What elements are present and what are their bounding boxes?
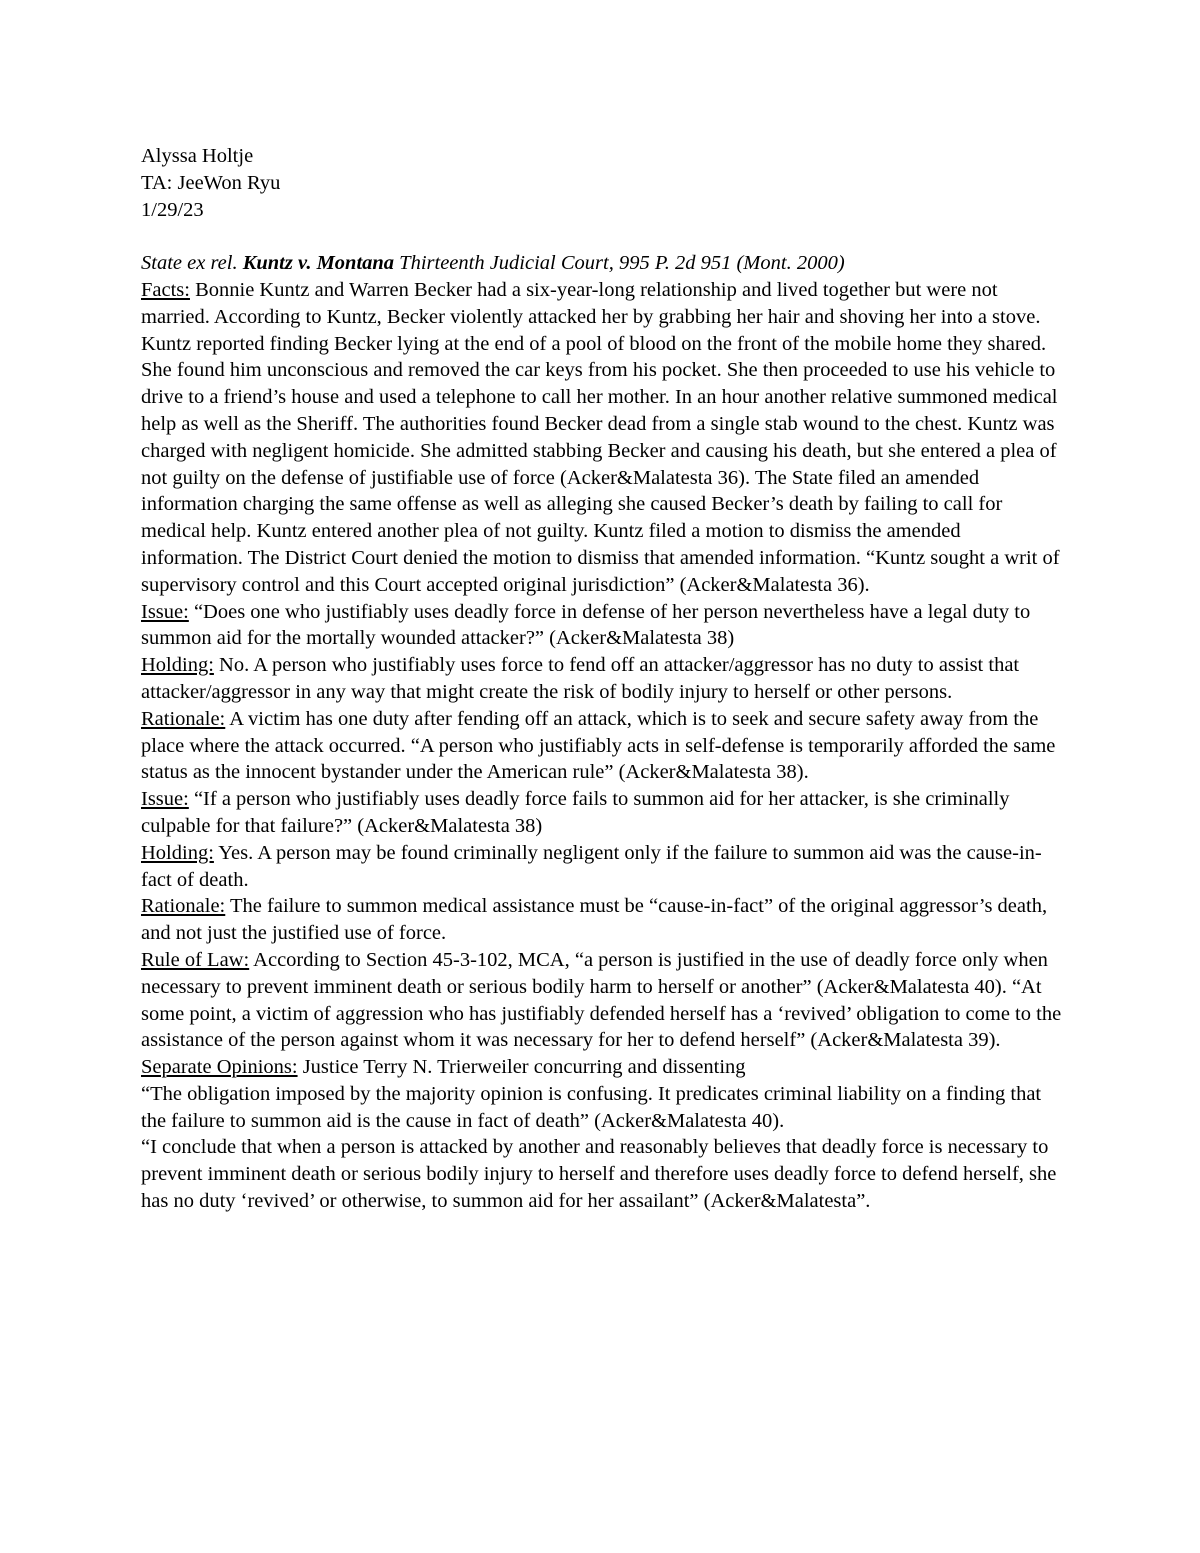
section-label: Rule of Law:: [141, 948, 250, 971]
section-text: “Does one who justifiably uses deadly force in defense of her person nevertheless have a legal duty to summon aid for the mortally wounded attacker?” (Acker&Malatesta 38): [141, 600, 1031, 650]
section-text: “If a person who justifiably uses deadly force fails to summon aid for her attacker, is she criminally culpable for that failure?” (Acker&Malatesta 38): [141, 788, 1010, 837]
case-name: Kuntz v. Montana: [242, 252, 395, 275]
ta-name: TA: JeeWon Ryu: [141, 171, 281, 194]
section-label: Issue:: [141, 788, 189, 811]
section-label: Rationale:: [141, 895, 226, 918]
blank-line: [141, 223, 1066, 250]
holding-2-section: [141, 840, 1066, 894]
issue-2-section: [141, 786, 1066, 840]
section-label: Rationale:: [141, 707, 226, 730]
section-label: Facts:: [141, 278, 190, 301]
section-text: Justice Terry N. Trierweiler concurring and dissenting: [297, 1056, 746, 1079]
section-text: Bonnie Kuntz and Warren Becker had a six-year-long relationship and lived together but were not married. According to Kuntz, Becker violently attacked her by grabbing her hair and shoving her into a stove. Kuntz reported finding Becker lying at the end of a pool of blood on the front of the mobile home they shared. She found him unconscious and removed the car keys from his pocket. She then proceeded to use his vehicle to drive to a friend’s house and used a telephone to call her mother. In an hour another relative summoned medical help as well as the Sheriff. The authorities found Becker dead from a single stab wound to the chest. Kuntz was charged with negligent homicide. She admitted stabbing Becker and causing his death, but she entered a plea of not guilty on the defense of justifiable use of force (Acker&Malatesta 36). The State filed an amended information charging the same offense as well as alleging she caused Becker’s death by failing to call for medical help. Kuntz entered another plea of not guilty. Kuntz filed a motion to dismiss the amended information. The District Court denied the motion to dismiss that amended information. “Kuntz sought a writ of supervisory control and this Court accepted original jurisdiction” (Acker&Malatesta 36).: [141, 278, 1060, 596]
rule-of-law-section: [141, 947, 1066, 1054]
document-body: [141, 143, 1066, 1215]
document-date: 1/29/23: [141, 198, 204, 221]
section-label: Holding:: [141, 654, 214, 677]
section-text: No. A person who justifiably uses force to fend off an attacker/aggressor has no duty to assist that attacker/aggressor in any way that might create the risk of bodily injury to herself or other persons.: [141, 654, 1020, 703]
facts-section: [141, 277, 1066, 599]
section-label: Issue:: [141, 600, 189, 623]
author-name: Alyssa Holtje: [141, 145, 254, 167]
separate-opinions-section: [141, 1054, 1066, 1081]
section-text: According to Section 45-3-102, MCA, “a person is justified in the use of deadly force only when necessary to prevent imminent death or serious bodily harm to herself or another” (Acker&Malatesta 40). “At some point, a victim of aggression who has justifiably defended herself has a ‘revived’ obligation to come to the assistance of the person against whom it was necessary for her to defend herself” (Acker&Malatesta 39).: [141, 948, 1062, 1052]
section-label: Separate Opinions:: [141, 1056, 298, 1079]
section-label: Holding:: [141, 841, 214, 864]
holding-1-section: [141, 652, 1066, 706]
dissent-quote-2: “I conclude that when a person is attacked by another and reasonably believes that deadly force is necessary to prevent imminent death or serious bodily injury to herself and therefore uses deadly force to defend herself, she has no duty ‘revived’ or otherwise, to summon aid for her assailant” (Acker&Malatesta”.: [141, 1136, 1057, 1213]
issue-1-section: [141, 599, 1066, 653]
citation-suffix: Thirteenth Judicial Court, 995 P. 2d 951 (Mont. 2000): [394, 252, 845, 275]
section-text: Yes. A person may be found criminally negligent only if the failure to summon aid was the cause-in-fact of death.: [141, 841, 1042, 891]
citation-prefix: State ex rel.: [141, 252, 243, 275]
section-text: The failure to summon medical assistance must be “cause-in-fact” of the original aggressor’s death, and not just the justified use of force.: [141, 895, 1048, 945]
section-text: A victim has one duty after fending off an attack, which is to seek and secure safety away from the place where the attack occurred. “A person who justifiably acts in self-defense is temporarily afforded the same status as the innocent bystander under the American rule” (Acker&Malatesta 38).: [141, 707, 1056, 784]
case-citation: [141, 250, 1066, 277]
dissent-quote-1: “The obligation imposed by the majority opinion is confusing. It predicates criminal liability on a finding that the failure to summon aid is the cause in fact of death” (Acker&Malatesta 40).: [141, 1082, 1042, 1132]
rationale-2-section: [141, 893, 1066, 947]
rationale-1-section: [141, 706, 1066, 786]
